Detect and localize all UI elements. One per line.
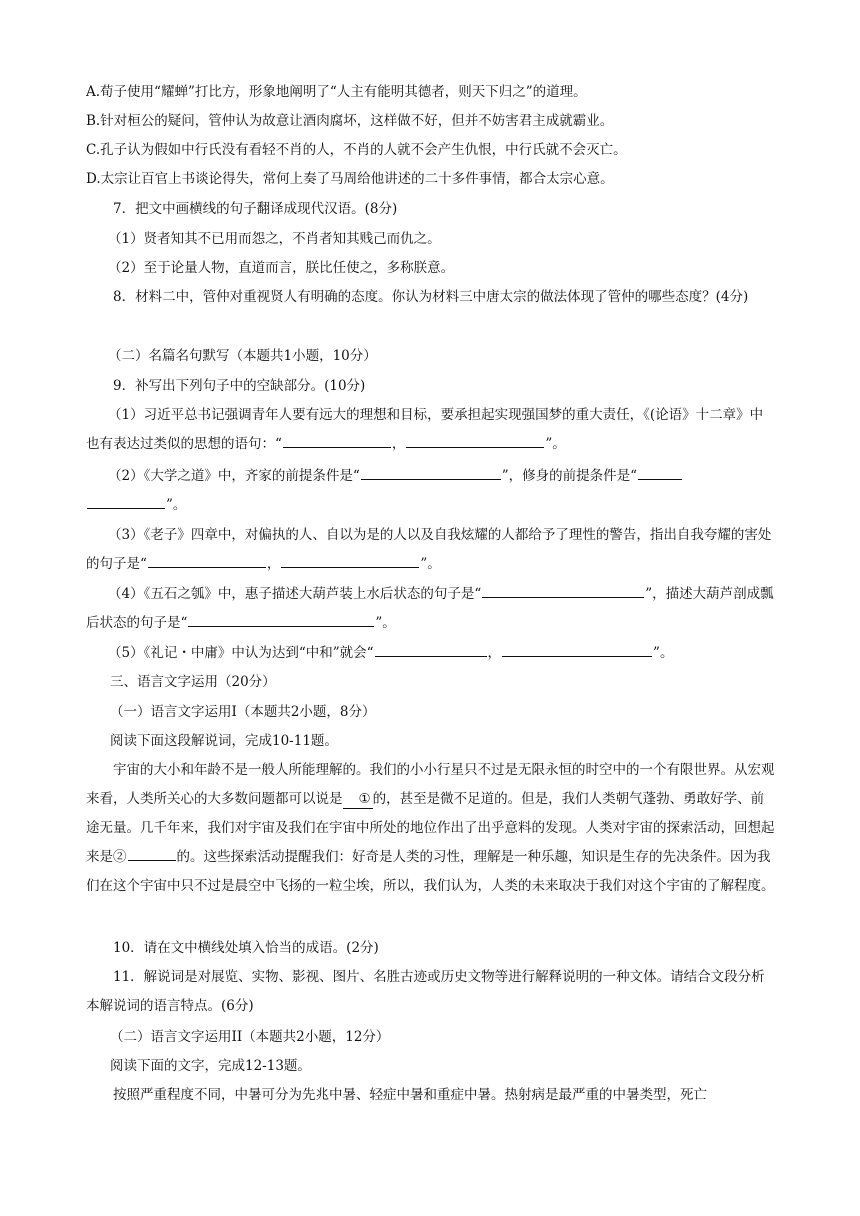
answer-blank[interactable]	[482, 582, 644, 598]
separator: ，	[487, 645, 502, 661]
answer-blank[interactable]	[148, 552, 266, 568]
separator: ，	[391, 436, 406, 452]
passage-blank-1[interactable]: ①	[343, 791, 373, 809]
question-9-item-1	[86, 401, 776, 459]
separator: ，	[266, 556, 281, 572]
answer-blank[interactable]	[502, 641, 652, 657]
question-9-item-2	[86, 462, 776, 520]
answer-blank[interactable]	[188, 611, 374, 627]
closing-quote: ”。	[653, 645, 674, 661]
question-9-item-4-text-b: ”，描述大葫芦剖成瓢后状态的句子是“	[86, 586, 774, 631]
question-7-item-1: （1）贤者知其不已用而怨之，不肖者知其贱己而仇之。	[108, 231, 441, 247]
question-9-item-5-text: （5）《礼记・中庸》中认为达到“中和”就会“	[108, 645, 374, 661]
option-b: B.针对桓公的疑问，管仲认为故意让酒肉腐坏，这样做不好，但并不妨害君主成就霸业。	[86, 113, 614, 129]
reading-instruction-2: 阅读下面的文字，完成12-13题。	[110, 1058, 311, 1074]
section-3-heading: 三、语言文字运用（20分）	[110, 674, 276, 690]
question-7: 7．把文中画横线的句子翻译成现代汉语。(8分)	[113, 201, 398, 217]
answer-blank[interactable]	[638, 464, 682, 480]
closing-quote: ”。	[545, 436, 566, 452]
question-10: 10．请在文中横线处填入恰当的成语。(2分)	[113, 940, 379, 956]
passage-text-a: 宇宙的大小和年龄不是一般人所能理解的。我们的小小行星只不过是无限永恒的时空中的一个有限世界。从宏观来看，人类所关心的大多数问题都可以说是	[86, 762, 775, 807]
option-d: D.太宗让百官上书谈论得失，常何上奏了马周给他讲述的二十多件事情，都合太宗心意。	[86, 171, 614, 187]
question-9-item-1-text: （1）习近平总书记强调青年人要有远大的理想和目标，要承担起实现强国梦的重大责任，《(论语》十二章》中也有表达过类似的思想的语句：“	[86, 407, 764, 452]
question-8: 8．材料二中，管仲对重视贤人有明确的态度。你认为材料三中唐太宗的做法体现了管仲的哪些态度？(4分)	[113, 289, 749, 305]
answer-blank[interactable]	[281, 552, 419, 568]
question-9: 9．补写出下列句子中的空缺部分。(10分)	[113, 378, 366, 394]
section-3-1-heading: （一）语言文字运用I（本题共2小题，8分）	[110, 704, 376, 720]
option-c: C.孔子认为假如中行氏没有看轻不肖的人，不肖的人就不会产生仇恨，中行氏就不会灭亡。	[86, 142, 627, 158]
section-3-2-heading: （二）语言文字运用II（本题共2小题，12分）	[110, 1029, 390, 1045]
closing-quote: ”。	[166, 497, 187, 513]
section-2-heading: （二）名篇名句默写（本题共1小题，10分）	[108, 348, 377, 364]
question-9-item-3-text: （3）《老子》四章中，对偏执的人、自以为是的人以及自我炫耀的人都给予了理性的警告，指出自我夸耀的害处的句子是“	[86, 527, 772, 572]
answer-blank[interactable]	[283, 432, 391, 448]
passage-2-first-line: 按照严重程度不同，中暑可分为先兆中暑、轻症中暑和重症中暑。热射病是最严重的中暑类型，死亡	[113, 1087, 707, 1103]
option-a: A.荀子使用“耀蝉”打比方，形象地阐明了“人主有能明其德者，则天下归之”的道理。	[86, 84, 587, 100]
passage-paragraph	[86, 756, 776, 901]
answer-blank[interactable]	[406, 432, 544, 448]
passage-blank-2[interactable]	[128, 845, 176, 861]
question-9-item-2-text: （2）《大学之道》中，齐家的前提条件是“	[108, 468, 360, 484]
closing-quote: ”。	[420, 556, 441, 572]
question-9-item-4-text: （4）《五石之瓠》中，惠子描述大葫芦装上水后状态的句子是“	[108, 586, 482, 602]
passage-text-b: 的，甚至是微不足道的。但是，我们人类朝气蓬勃、勇敢好学、前途无量。几千年来，我们对宇宙及我们在宇宙中所处的地位作出了出乎意料的发现。人类对宇宙的探索活动，回想起来是②	[86, 791, 775, 865]
question-7-item-2: （2）至于论量人物，直道而言，朕比任使之，多称朕意。	[108, 260, 455, 276]
question-11: 11．解说词是对展览、实物、影视、图片、名胜古迹或历史文物等进行解释说明的一种文体。请结合文段分析本解说词的语言特点。(6分)	[86, 969, 765, 1014]
reading-instruction-1: 阅读下面这段解说词，完成10-11题。	[110, 733, 338, 749]
answer-blank[interactable]	[361, 464, 501, 480]
closing-quote: ”。	[375, 615, 396, 631]
question-9-item-4	[86, 580, 776, 638]
answer-blank[interactable]	[87, 493, 165, 509]
answer-blank[interactable]	[375, 641, 487, 657]
question-9-item-5	[86, 639, 776, 668]
question-9-item-3	[86, 521, 776, 579]
question-9-item-2-text-b: ”，修身的前提条件是“	[501, 468, 638, 484]
passage-text-c: 的。这些探索活动提醒我们：好奇是人类的习性，理解是一种乐趣，知识是生存的先决条件。因为我们在这个宇宙中只不过是晨空中飞扬的一粒尘埃，所以，我们认为，人类的未来取决于我们对这个宇宙的了解程度。	[86, 849, 775, 894]
